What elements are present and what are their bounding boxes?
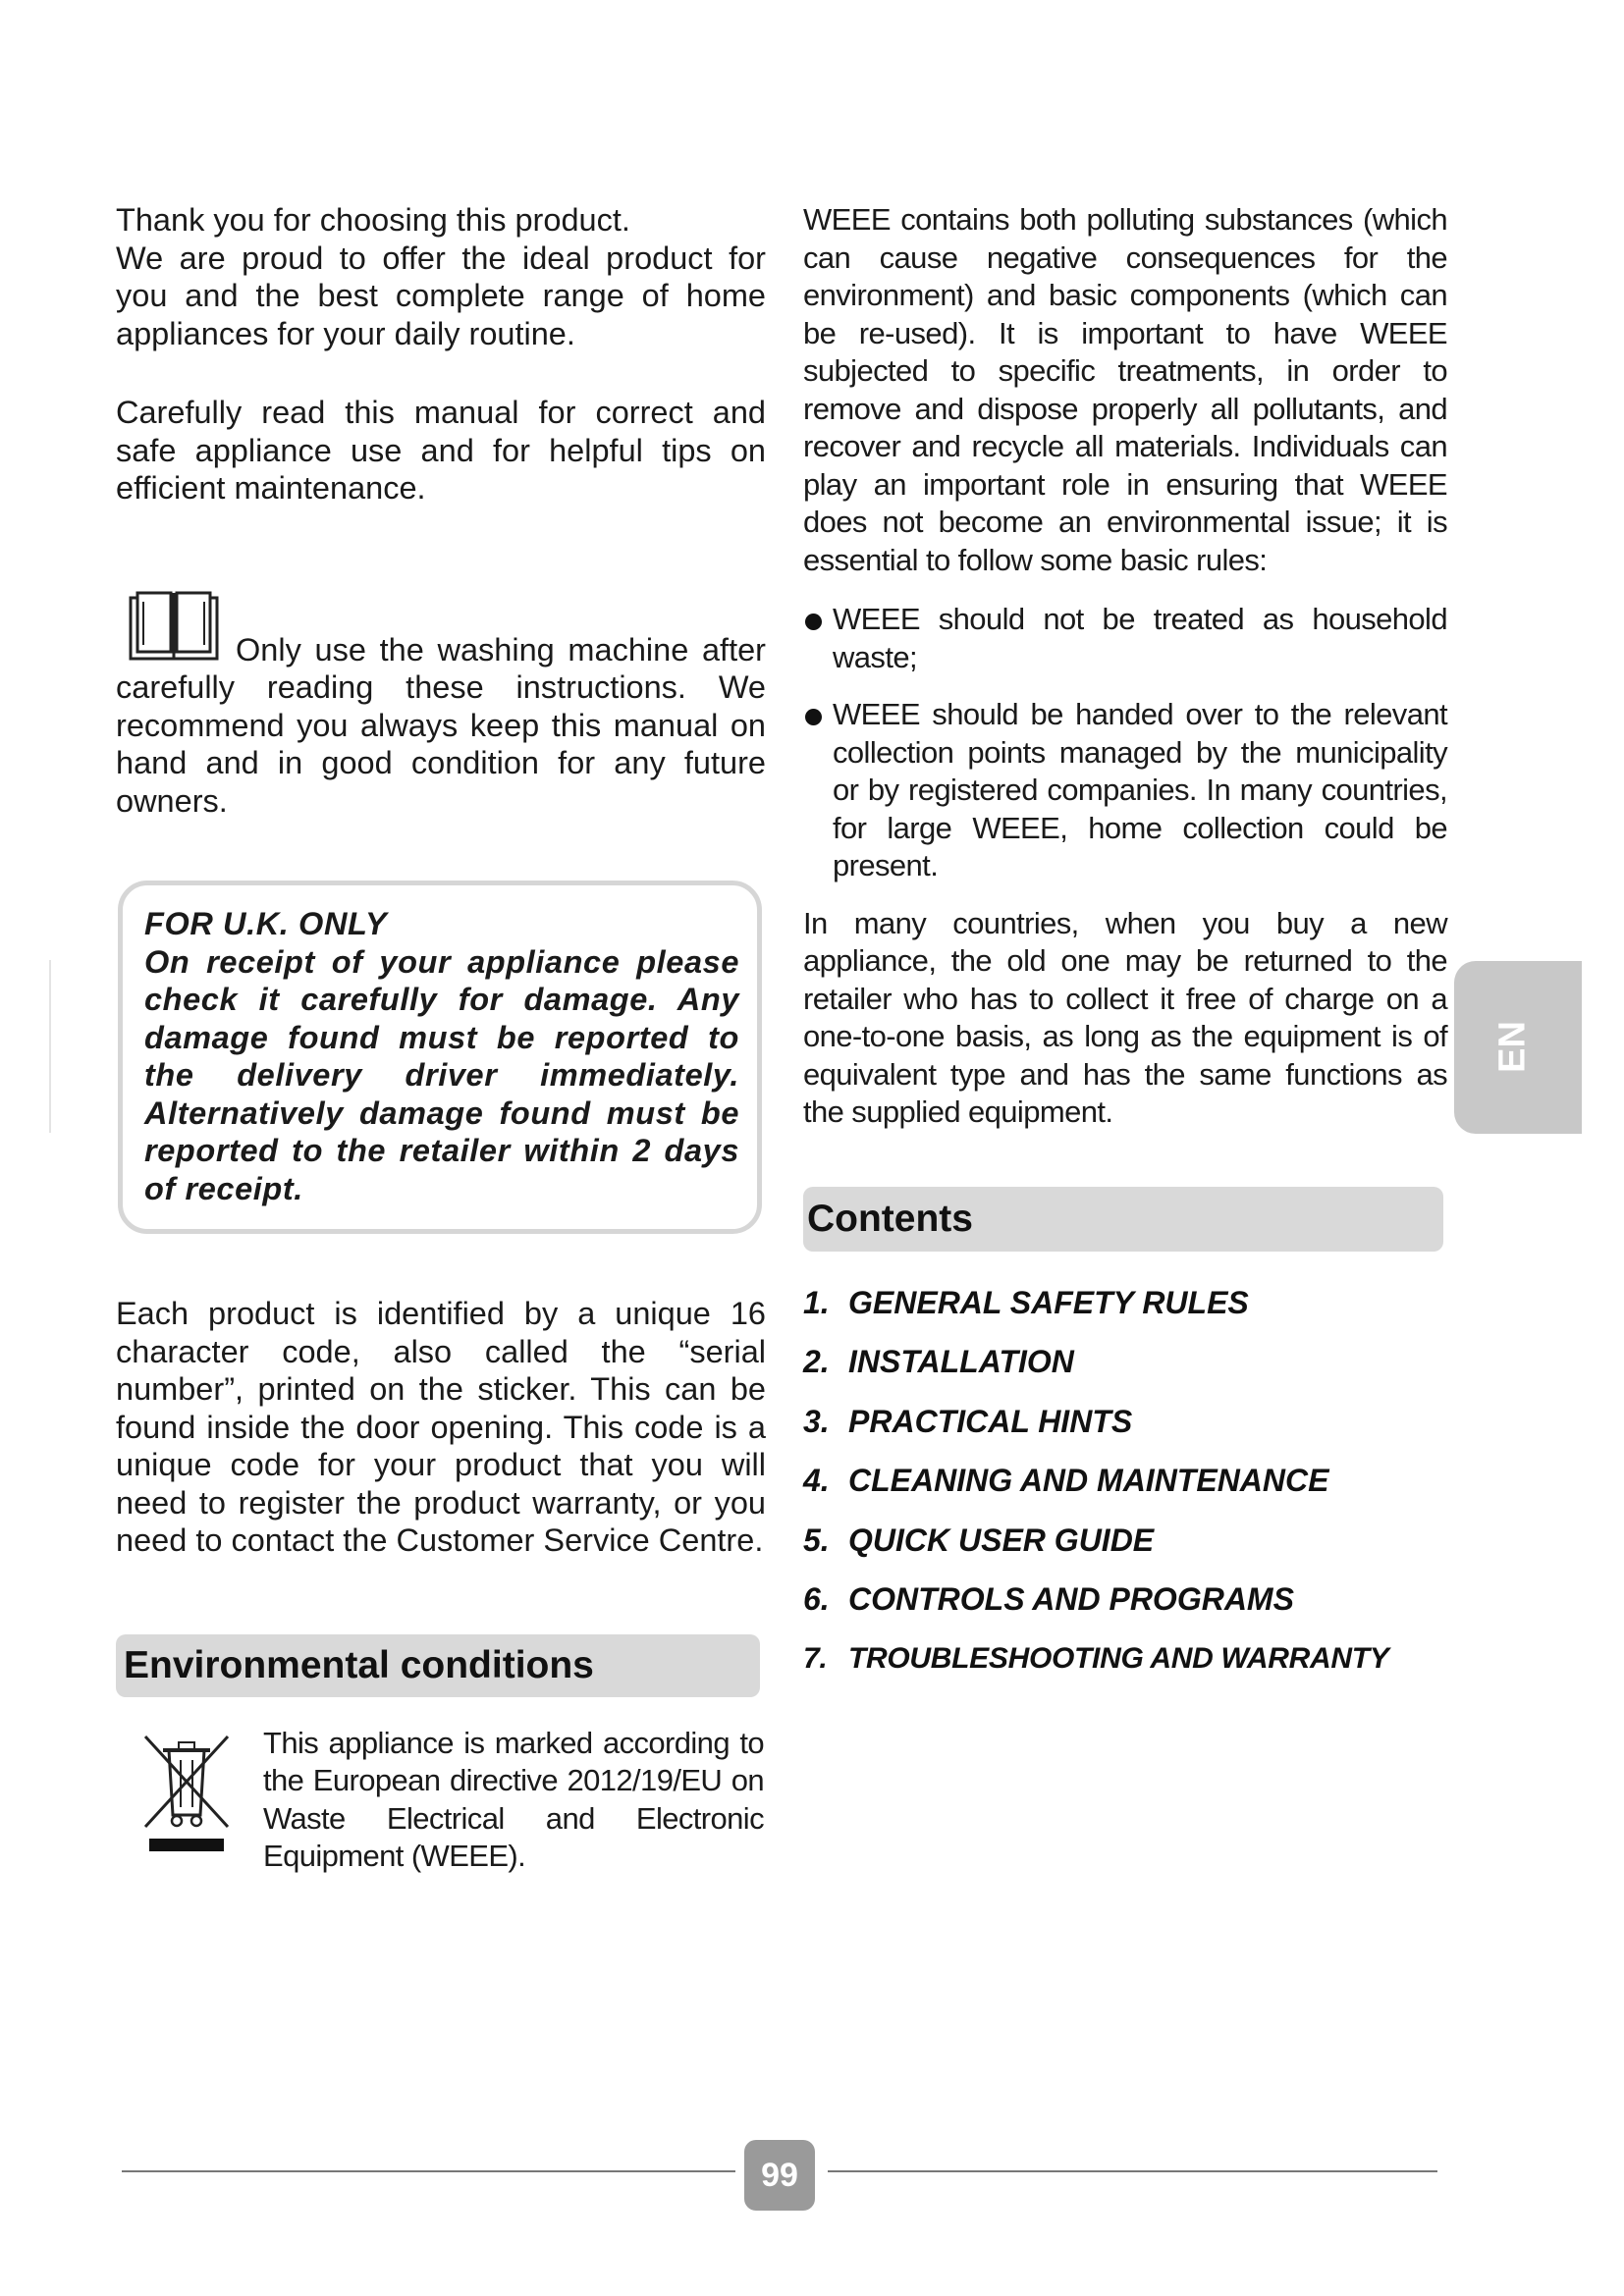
weee-mark-text: This appliance is marked according to the European directive 2012/19/EU on Waste Electrical and Electronic Equipment (WEEE). xyxy=(263,1725,764,1873)
contents-item[interactable] xyxy=(803,1451,1447,1511)
footer-rule-right xyxy=(828,2170,1437,2172)
list-item-text: WEEE should not be treated as household waste; xyxy=(833,602,1447,674)
contents-item-label: TROUBLESHOOTING AND WARRANTY xyxy=(848,1641,1389,1675)
uk-only-body: On receipt of your appliance please check it carefully for damage. Any damage found must be reported to the delivery driver immediately. Alternatively damage found must be reported to the retailer within 2 days of receipt. xyxy=(144,943,739,1206)
intro-paragraph: We are proud to offer the ideal product for you and the best complete range of home appliances for your daily routine. xyxy=(116,240,766,351)
footer-rule-left xyxy=(122,2170,735,2172)
contents-item-label: CLEANING AND MAINTENANCE xyxy=(848,1463,1329,1498)
bullet-dot-icon xyxy=(805,709,822,725)
crossed-out-wheelie-bin-icon xyxy=(139,1729,234,1856)
intro-thanks: Thank you for choosing this product. xyxy=(116,202,630,238)
contents-item-number: 4. xyxy=(803,1463,830,1498)
contents-item[interactable] xyxy=(803,1273,1447,1333)
weee-info-paragraph: WEEE contains both polluting substances (which can cause negative consequences for the environment) and basic components (which can be re-used). It is important to have WEEE subjected to specific treatments, in order to remove and dispose properly all pollutants, and recover and recycle all materials. Individuals can play an important role in ensuring that WEEE does not become an environmental issue; it is essential to follow some basic rules: xyxy=(803,202,1447,577)
list-item xyxy=(803,696,1447,885)
contents-item-number: 1. xyxy=(803,1284,830,1320)
language-tab-label: EN xyxy=(1491,1021,1534,1073)
manual-note-text: Only use the washing machine after carefully reading these instructions. We recommend you always keep this manual on hand and in good condition for any future owners. xyxy=(116,631,766,819)
list-item-text: WEEE should be handed over to the relevant collection points managed by the municipality or by registered companies. In many countries, for large WEEE, home collection could be present. xyxy=(833,697,1447,882)
contents-item[interactable] xyxy=(803,1511,1447,1571)
contents-item-label: PRACTICAL HINTS xyxy=(848,1403,1133,1439)
uk-only-title: FOR U.K. ONLY xyxy=(144,906,388,941)
return-appliance-paragraph: In many countries, when you buy a new appliance, the old one may be returned to the retailer who has to collect it free of charge on a one-to-one basis, as long as the equipment is of equivalent type and has the same functions as the supplied equipment. xyxy=(803,905,1447,1129)
right-column xyxy=(803,201,1447,1688)
weee-mark-block xyxy=(116,1725,766,1882)
contents-item-label: INSTALLATION xyxy=(848,1344,1074,1379)
contents-item-number: 7. xyxy=(803,1641,828,1675)
contents-item-label: CONTROLS AND PROGRAMS xyxy=(848,1581,1294,1617)
contents-heading: Contents xyxy=(803,1187,1443,1252)
uk-only-notice xyxy=(118,881,762,1234)
contents-item-number: 5. xyxy=(803,1522,830,1558)
contents-item-label: QUICK USER GUIDE xyxy=(848,1522,1155,1558)
contents-item[interactable] xyxy=(803,1570,1447,1629)
weee-rules-list xyxy=(803,601,1447,885)
contents-list xyxy=(803,1273,1447,1689)
serial-number-paragraph: Each product is identified by a unique 16 character code, also called the “serial number”, printed on the sticker. This can be found inside the door opening. This code is a unique code for your product that you will need to register the product warranty, or you need to contact the Customer Service Centre. xyxy=(116,1296,766,1558)
language-tab xyxy=(1454,961,1582,1134)
contents-item[interactable] xyxy=(803,1629,1447,1689)
left-column xyxy=(116,201,766,1882)
page-number-badge: 99 xyxy=(744,2140,815,2211)
bullet-dot-icon xyxy=(805,614,822,630)
contents-item[interactable] xyxy=(803,1392,1447,1452)
open-book-icon xyxy=(128,590,220,663)
contents-item-number: 6. xyxy=(803,1581,830,1617)
margin-rule xyxy=(49,960,51,1133)
contents-item-number: 2. xyxy=(803,1344,830,1379)
environmental-conditions-heading: Environmental conditions xyxy=(116,1634,760,1697)
read-manual-paragraph: Carefully read this manual for correct and safe appliance use and for helpful tips on efficient maintenance. xyxy=(116,395,766,506)
contents-item-number: 3. xyxy=(803,1403,830,1439)
contents-item-label: GENERAL SAFETY RULES xyxy=(848,1284,1249,1320)
manual-note xyxy=(116,582,766,821)
contents-item[interactable] xyxy=(803,1332,1447,1392)
list-item xyxy=(803,601,1447,676)
